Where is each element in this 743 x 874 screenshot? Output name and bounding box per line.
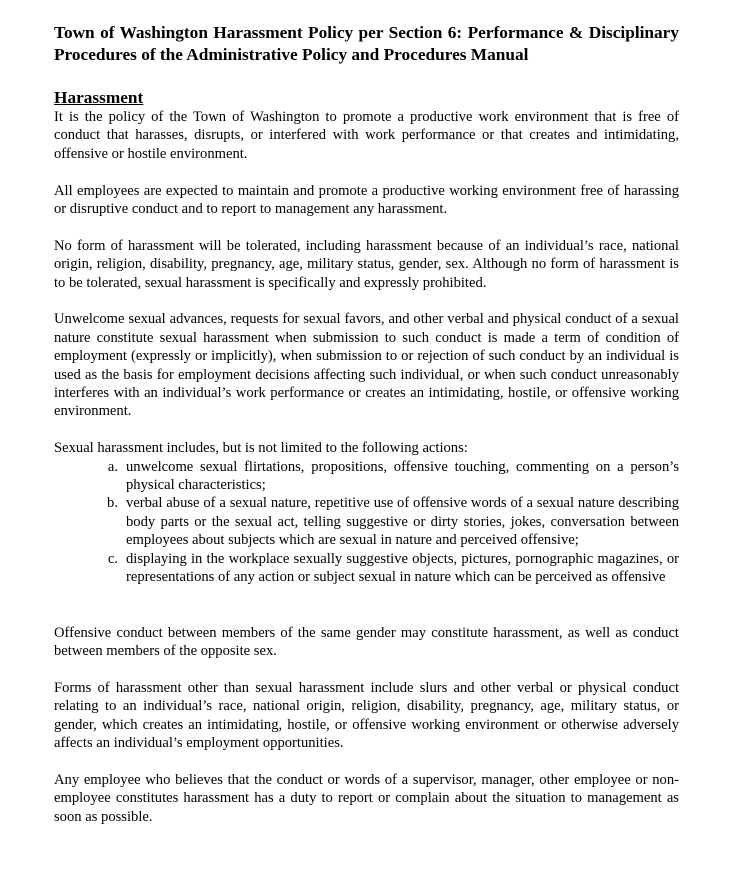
paragraph-same-gender: Offensive conduct between members of the same gender may constitute harassment, as well as conduct between members of the opposite sex.: [54, 624, 679, 659]
list-item: [54, 458, 679, 495]
paragraph-employee-expectations: All employees are expected to maintain and promote a productive working environment free of harassing or disruptive conduct and to report to management any harassment.: [54, 182, 679, 218]
paragraph-sexual-harassment-definition: Unwelcome sexual advances, requests for sexual favors, and other verbal and physical conduct of a sexual nature constitute sexual harassment when submission to such conduct is made a term of condition of employment (expressly or implicitly), when submission to or rejection of such conduct by an individual is used as the basis for employment decisions affecting such individual, or when such conduct unreasonably interferes with an individual’s work performance or creates an intimidating, hostile, or offensive working environment.: [54, 311, 679, 420]
list-item: [54, 550, 679, 587]
paragraph-other-forms: Forms of harassment other than sexual harassment include slurs and other verbal or physical conduct relating to an individual’s race, national origin, religion, disability, pregnancy, age, military status, or gender, which creates an intimidating, hostile, or offensive working environment or otherwise adversely affects an individual’s employment opportunities.: [54, 679, 679, 751]
paragraph-policy-statement: It is the policy of the Town of Washington to promote a productive work environment that is free of conduct that harasses, disrupts, or interfered with work performance or that creates and intimidating, offensive or hostile environment.: [54, 109, 679, 162]
section-heading-harassment: Harassment: [54, 88, 144, 107]
list-item-marker: a.: [107, 458, 118, 475]
list-item-marker: c.: [107, 550, 118, 567]
paragraph-duty-to-report: Any employee who believes that the conduct or words of a supervisor, manager, other employee or non-employee constitutes harassment has a duty to report or complain about the situation to management as soon as possible.: [54, 771, 679, 825]
paragraph-actions-intro: Sexual harassment includes, but is not limited to the following actions:: [54, 440, 468, 457]
paragraph-no-tolerance: No form of harassment will be tolerated, including harassment because of an individual’s race, national origin, religion, disability, pregnancy, age, military status, gender, sex. Although no form of harassment is to be tolerated, sexual harassment is specifically and expressly prohibited.: [54, 237, 679, 291]
list-item: [54, 494, 679, 549]
list-item-marker: b.: [107, 495, 118, 512]
list-item-text: verbal abuse of a sexual nature, repetitive use of offensive words of a sexual nature describing body parts or the sexual act, telling suggestive or dirty stories, jokes, conversation between employees about subjects which are sexual in nature and perceived offensive;: [126, 495, 679, 549]
list-item-text: unwelcome sexual flirtations, propositions, offensive touching, commenting on a person’s physical characteristics;: [126, 458, 679, 494]
document-title: Town of Washington Harassment Policy per Section 6: Performance & Disciplinary Procedures of the Administrative Policy and Procedures Manual: [54, 23, 679, 64]
policy-document: [54, 22, 679, 826]
actions-list: [54, 458, 679, 587]
list-item-text: displaying in the workplace sexually suggestive objects, pictures, pornographic magazines, or representations of any action or subject sexual in nature which can be perceived as offensive: [126, 550, 679, 586]
